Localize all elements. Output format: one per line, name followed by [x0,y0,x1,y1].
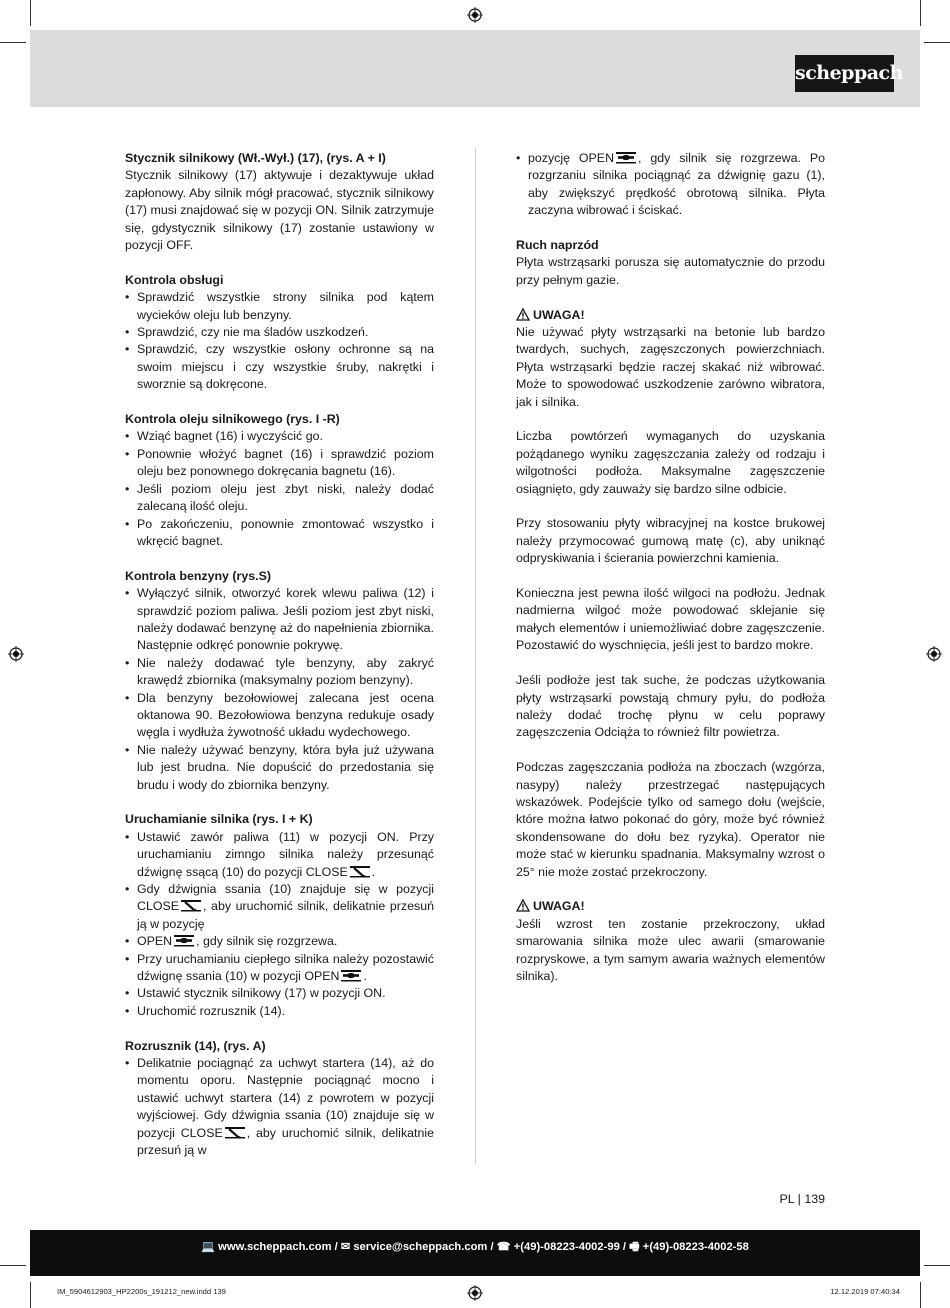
footer-contact: 💻 www.scheppach.com / ✉ service@scheppach.com / ☎ +(49)-08223-4002-99 / 🖷 +(49)-08223-4002-58 [201,1241,749,1253]
list-item [125,446,434,481]
section-paragraph: Przy stosowaniu płyty wibracyjnej na kostce brukowej należy przymocować gumową matę (c), aby uniknąć odpryskiwania i ścierania powierzchni kamienia. [516,516,825,566]
list-item [125,881,434,933]
list-item [125,829,434,881]
choke-open-icon [615,151,637,164]
section [516,428,825,498]
list-item-text: Ustawić zawór paliwa (11) w pozycji ON. Przy uruchamianiu zimngo silnika należy przesunąć dźwignę ssącą (10) do pozycji CLOSE [137,829,434,879]
list-item-text: OPEN [137,934,173,949]
section-heading [516,237,825,254]
section-heading [125,1038,434,1055]
list-item-text: Ustawić stycznik silnikowy (17) w pozycji ON. [137,986,386,1001]
section-heading [516,307,825,324]
section-paragraph: Jeśli podłoże jest tak suche, że podczas użytkowania płyty wstrząsarki powstają chmury pyłu, do podłoża należy dodać trochę płynu w celu poprawy zagęszczenia Odciąża to również filtr powietrza. [516,673,825,740]
list-item-text: Przy uruchamianiu ciepłego silnika należy pozostawić dźwignę ssania (10) w pozycji OPEN [137,951,434,984]
section-heading [125,272,434,289]
crop-mark [0,1265,26,1266]
list-item [125,481,434,516]
section-heading-text: Kontrola oleju silnikowego (rys. I -R) [125,412,340,427]
left-column [125,150,434,1159]
crop-mark [920,1282,921,1308]
list-item [516,150,825,220]
list-item-text: Wyłączyć silnik, otworzyć korek wlewu paliwa (12) i sprawdzić poziom paliwa. Jeśli poziom jest zbyt niski, należy dodawać benzynę aż do napełnienia zbiornika. Następnie odkręć ponownie pokrywę. [137,586,434,653]
brand-logo: scheppach [795,55,894,92]
section-heading [125,811,434,828]
list-item-text: Uruchomić rozrusznik (14). [137,1003,286,1018]
bullet-list [125,829,434,1020]
list-item [125,742,434,794]
section-heading [516,898,825,915]
list-item-text: Sprawdzić, czy wszystkie osłony ochronne są na swoim miejscu i czy wszystkie śruby, nakrętki i sworznie są dokręcone. [137,342,434,392]
bullet-list [125,428,434,550]
section [516,759,825,881]
header-band [30,30,920,107]
section [125,568,434,794]
section-heading [125,150,434,167]
list-item-text-after: . [363,969,367,984]
section-heading-text: Kontrola obsługi [125,272,224,287]
list-item [125,933,434,950]
list-item [125,985,434,1002]
list-item-text: Ponownie włożyć bagnet (16) i sprawdzić poziom oleju bez ponownego dokręcania bagnetu (16). [137,446,434,479]
section-heading-text: Kontrola benzyny (rys.S) [125,568,271,583]
section-heading-text: Uruchamianie silnika (rys. I + K) [125,812,313,827]
bullet-list [516,150,825,220]
section [125,811,434,1020]
list-item [125,1055,434,1159]
list-item [125,516,434,551]
list-item-text: Nie należy dodawać tyle benzyny, aby zakryć krawędź zbiornika (maksymalny poziom benzyny). [137,655,434,688]
section-paragraph: Nie używać płyty wstrząsarki na betonie lub bardzo twardych, suchych, zagęszczonych powierzchniach. Płyta wstrząsarki będzie raczej skakać niż wibrować. Może to spowodować uszkodzenie zarówno wibratora, jak i silnika. [516,325,825,409]
list-item-text: Sprawdzić wszystkie strony silnika pod kątem wycieków oleju lub benzyny. [137,290,434,322]
list-item [125,951,434,986]
section-heading-text: Ruch naprzód [516,238,599,253]
warning-icon [516,308,530,321]
list-item-text: Sprawdzić, czy nie ma śladów uszkodzeń. [137,325,369,340]
bullet-list [125,289,434,393]
section [516,672,825,742]
choke-open-icon [173,934,195,947]
bullet-list [125,585,434,794]
list-item-text: Jeśli poziom oleju jest zbyt niski, należy dodać zalecaną ilość oleju. [137,481,434,514]
registration-mark-icon [467,7,483,23]
list-item [125,324,434,341]
section-heading-text: Stycznik silnikowy (Wł.-Wył.) (17), (rys. A + I) [125,151,386,165]
list-item-text: pozycję OPEN [528,151,615,165]
crop-mark [30,0,31,26]
section [516,585,825,655]
page-number: PL | 139 [779,1192,825,1206]
list-item-text-after: , aby uruchomić silnik, delikatnie przesuń ją w pozycję [137,899,434,931]
section [125,150,434,254]
list-item-text-after: , gdy silnik się rozgrzewa. Po rozgrzaniu silnika pociągnąć za dźwignię gazu (1), aby zwiększyć prędkość obrotową silnika. Płyta zaczyna wibrować i ściskać. [528,151,825,218]
section-heading [125,568,434,585]
list-item-text: Delikatnie pociągnąć za uchwyt startera (14), aż do momentu oporu. Następnie pociągnąć mocno i ustawić uchwyt startera (14) z powrotem w pozycji wyjściowej. Gdy dźwignia ssania (10) znajduje się w pozycji CLOSE [137,1056,434,1140]
registration-mark-icon [926,646,942,662]
section-paragraph: Konieczna jest pewna ilość wilgoci na podłożu. Jednak nadmierna wilgoć może powodować sklejanie się małych elementów i uniemożliwiać dobre zagęszczenie. Pozostawić do wyschnięcia, jeśli jest to bardzo mokre. [516,586,825,653]
registration-mark-icon [8,646,24,662]
list-item [125,428,434,445]
choke-open-icon [340,969,362,982]
print-slug-timestamp: 12.12.2019 07:40:34 [830,1287,900,1296]
crop-mark [30,1282,31,1308]
list-item [125,690,434,742]
section [516,898,825,985]
list-item-text: Nie należy używać benzyny, która była już używana lub jest brudna. Nie dopuścić do przedostania się brudu i wody do zbiornika benzyny. [137,742,434,792]
section-heading-text: UWAGA! [533,307,585,322]
choke-close-icon [349,865,371,878]
section [125,272,434,394]
section [516,515,825,567]
list-item [125,1003,434,1020]
section-paragraph: Liczba powtórzeń wymaganych do uzyskania pożądanego wyniku zagęszczania zależy od rodzaju i wilgotności podłoża. Maksymalne zagęszczenie osiągnięto, gdy zauważy się bardzo silne odbicie. [516,429,825,496]
print-slug-file: IM_5904612903_HP2200s_191212_new.indd 139 [57,1287,226,1296]
list-item-text-after: , aby uruchomić silnik, delikatnie przesuń ją w [137,1125,435,1158]
warning-icon [516,899,530,912]
list-item-text: Dla benzyny bezołowiowej zalecana jest ocena oktanowa 90. Bezołowiowa benzyna redukuje osady węgla i wydłuża żywotność układu wydechowego. [137,690,434,740]
list-item-text-after: . [371,864,376,879]
list-item-text-after: , gdy silnik się rozgrzewa. [196,934,338,949]
list-item-text: Po zakończeniu, ponownie zmontować wszystko i wkręcić bagnet. [137,516,434,548]
section [516,150,825,220]
crop-mark [924,1265,950,1266]
section-heading-text: Rozrusznik (14), (rys. A) [125,1038,266,1053]
list-item-text: Wziąć bagnet (16) i wyczyścić go. [137,429,323,444]
choke-close-icon [224,1126,246,1139]
section-paragraph: Jeśli wzrost ten zostanie przekroczony, układ smarowania silnika może ulec awarii (smarowanie rozpryskowe, a tym samym awaria ważnych elementów silnika). [516,916,825,983]
section [125,411,434,550]
column-divider [475,148,476,1164]
list-item [125,585,434,655]
section [516,237,825,289]
section-heading [125,411,434,428]
list-item-text: Gdy dźwignia ssania (10) znajduje się w pozycji CLOSE [137,882,434,914]
registration-mark-icon [467,1285,483,1301]
choke-close-icon [180,899,202,912]
section-paragraph: Płyta wstrząsarki porusza się automatycznie do przodu przy pełnym gazie. [516,255,825,287]
bullet-list [125,1055,434,1159]
section-paragraph: Stycznik silnikowy (17) aktywuje i dezaktywuje układ zapłonowy. Aby silnik mógł pracować, stycznik silnikowy (17) musi znajdować się w pozycji ON. Silnik zatrzymuje się, gdystycznik silnikowy (17) zostanie ustawiony w pozycji OFF. [125,168,434,253]
section-paragraph: Podczas zagęszczania podłoża na zboczach (wzgórza, nasypy) należy przestrzegać następujących wskazówek. Podejście tylko od samego dołu (wejście, które można łatwo pokonać do góry, może być również skondensowane do dołu bez ryzyka). Operator nie może stać w kierunku spadnania. Maksymalny wzrost o 25° nie może zostać przekroczony. [516,760,825,879]
crop-mark [924,42,950,43]
section [516,307,825,411]
crop-mark [920,0,921,26]
section [125,1038,434,1160]
right-column [516,150,825,985]
list-item [125,289,434,324]
section-heading-text: UWAGA! [533,899,585,914]
list-item [125,341,434,393]
crop-mark [0,42,26,43]
list-item [125,655,434,690]
